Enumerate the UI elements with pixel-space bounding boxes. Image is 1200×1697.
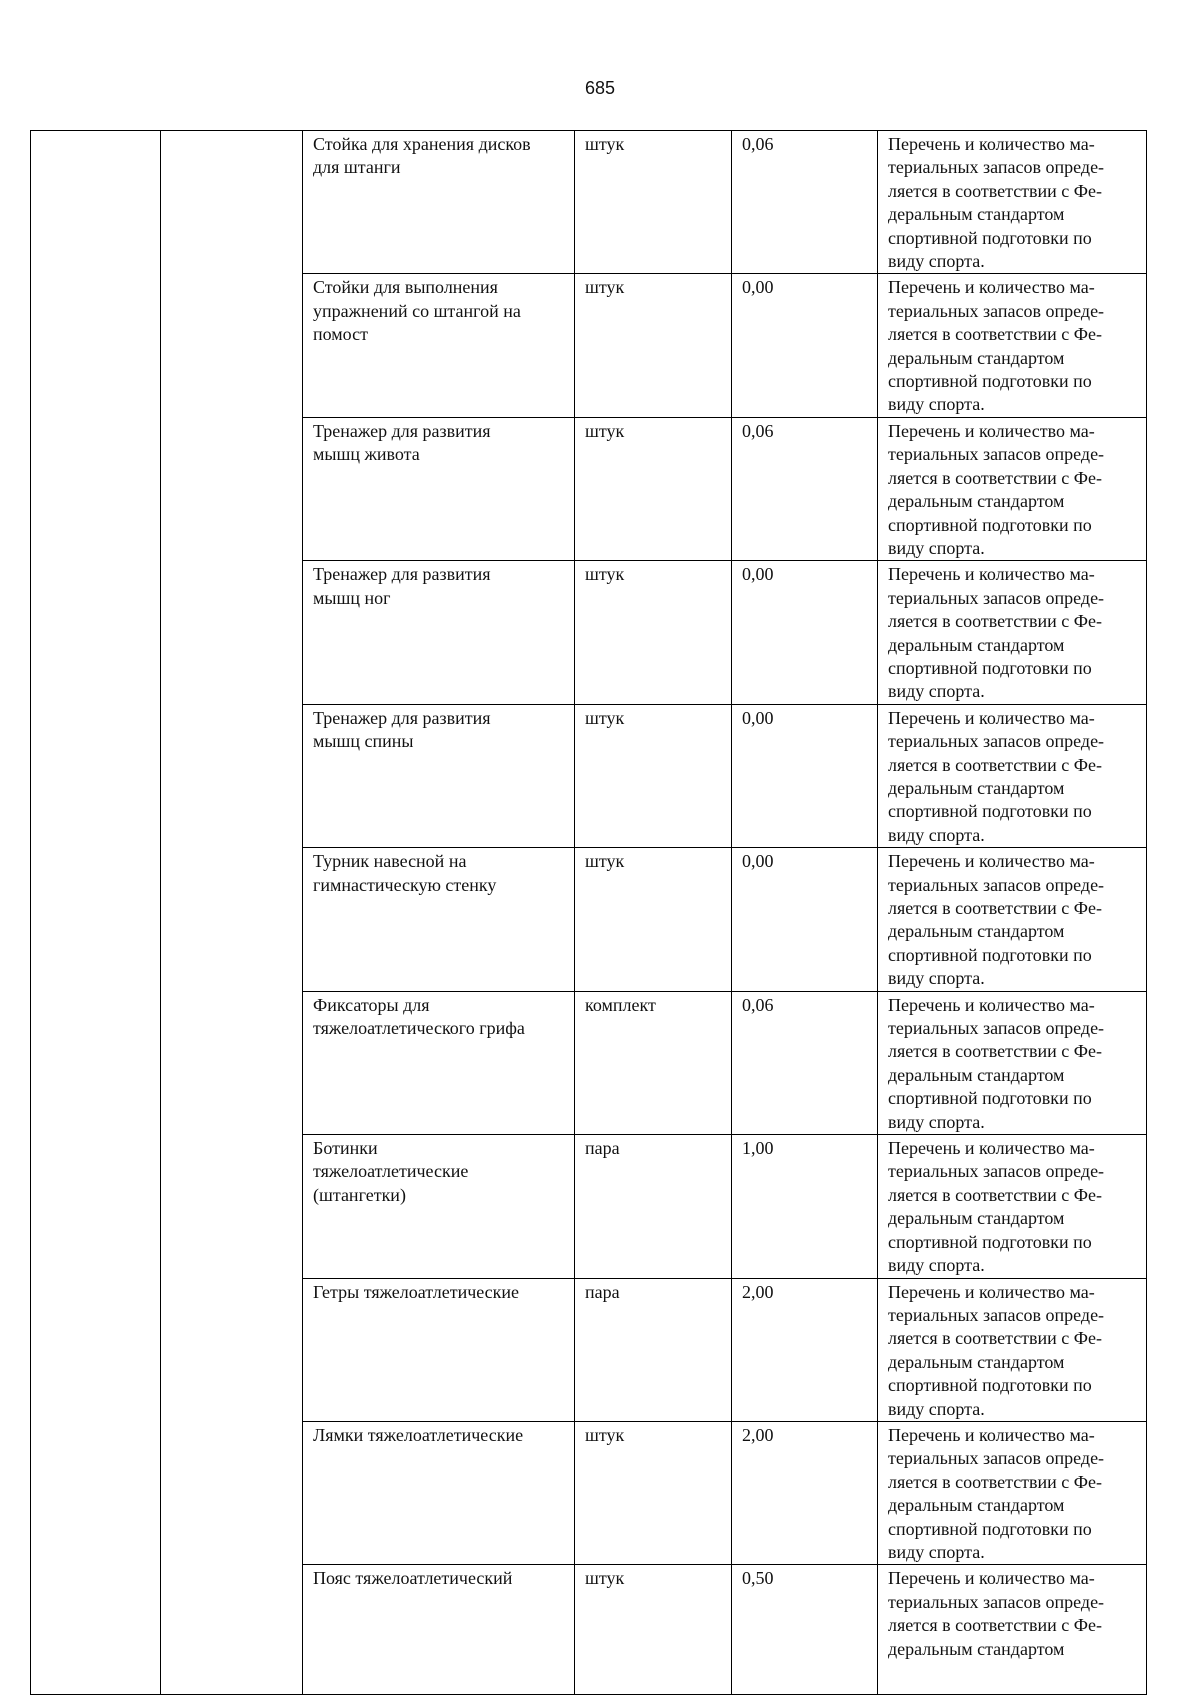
item-name: Гетры тяжелоатлетические (303, 1278, 575, 1421)
item-name: Ботинки тяжелоатлетические (штангетки) (303, 1135, 575, 1278)
item-note: Перечень и количество ма- териальных запасов опреде- ляется в соответствии с Фе- деральным стандартом спортивной подготовки по виду спорта. (878, 131, 1147, 274)
item-unit: штук (575, 561, 732, 704)
item-quantity: 0,00 (732, 848, 878, 991)
item-unit: штук (575, 274, 732, 417)
item-note: Перечень и количество ма- териальных запасов опреде- ляется в соответствии с Фе- деральным стандартом спортивной подготовки по виду спорта. (878, 1278, 1147, 1421)
item-note: Перечень и количество ма- териальных запасов опреде- ляется в соответствии с Фе- деральным стандартом спортивной подготовки по виду спорта. (878, 417, 1147, 560)
item-name: Тренажер для развития мышц спины (303, 704, 575, 847)
item-unit: штук (575, 1421, 732, 1564)
item-quantity: 0,00 (732, 274, 878, 417)
item-name: Тренажер для развития мышц живота (303, 417, 575, 560)
item-name: Турник навесной на гимнастическую стенку (303, 848, 575, 991)
item-quantity: 2,00 (732, 1421, 878, 1564)
item-name: Стойка для хранения дисков для штанги (303, 131, 575, 274)
item-name: Пояс тяжелоатлетический (303, 1565, 575, 1695)
item-note: Перечень и количество ма- териальных запасов опреде- ляется в соответствии с Фе- деральным стандартом (878, 1565, 1147, 1695)
item-quantity: 0,50 (732, 1565, 878, 1695)
empty-column-1 (31, 131, 161, 1695)
item-quantity: 0,06 (732, 131, 878, 274)
item-unit: пара (575, 1278, 732, 1421)
item-quantity: 1,00 (732, 1135, 878, 1278)
page-number: 685 (584, 78, 616, 98)
item-note: Перечень и количество ма- териальных запасов опреде- ляется в соответствии с Фе- деральным стандартом спортивной подготовки по виду спорта. (878, 1135, 1147, 1278)
item-note: Перечень и количество ма- териальных запасов опреде- ляется в соответствии с Фе- деральным стандартом спортивной подготовки по виду спорта. (878, 704, 1147, 847)
item-quantity: 2,00 (732, 1278, 878, 1421)
item-note: Перечень и количество ма- териальных запасов опреде- ляется в соответствии с Фе- деральным стандартом спортивной подготовки по виду спорта. (878, 848, 1147, 991)
item-name: Стойки для выполнения упражнений со штангой на помост (303, 274, 575, 417)
item-unit: пара (575, 1135, 732, 1278)
item-unit: штук (575, 704, 732, 847)
empty-column-2 (161, 131, 303, 1695)
item-quantity: 0,00 (732, 704, 878, 847)
item-quantity: 0,06 (732, 417, 878, 560)
item-name: Тренажер для развития мышц ног (303, 561, 575, 704)
item-unit: штук (575, 131, 732, 274)
item-quantity: 0,00 (732, 561, 878, 704)
item-unit: штук (575, 848, 732, 991)
equipment-table (30, 130, 1147, 1695)
table-row (31, 131, 1147, 274)
item-name: Фиксаторы для тяжелоатлетического грифа (303, 991, 575, 1134)
item-unit: штук (575, 417, 732, 560)
item-note: Перечень и количество ма- териальных запасов опреде- ляется в соответствии с Фе- деральным стандартом спортивной подготовки по виду спорта. (878, 274, 1147, 417)
item-note: Перечень и количество ма- териальных запасов опреде- ляется в соответствии с Фе- деральным стандартом спортивной подготовки по виду спорта. (878, 561, 1147, 704)
item-unit: штук (575, 1565, 732, 1695)
item-quantity: 0,06 (732, 991, 878, 1134)
item-name: Лямки тяжелоатлетические (303, 1421, 575, 1564)
item-note: Перечень и количество ма- териальных запасов опреде- ляется в соответствии с Фе- деральным стандартом спортивной подготовки по виду спорта. (878, 1421, 1147, 1564)
item-unit: комплект (575, 991, 732, 1134)
item-note: Перечень и количество ма- териальных запасов опреде- ляется в соответствии с Фе- деральным стандартом спортивной подготовки по виду спорта. (878, 991, 1147, 1134)
